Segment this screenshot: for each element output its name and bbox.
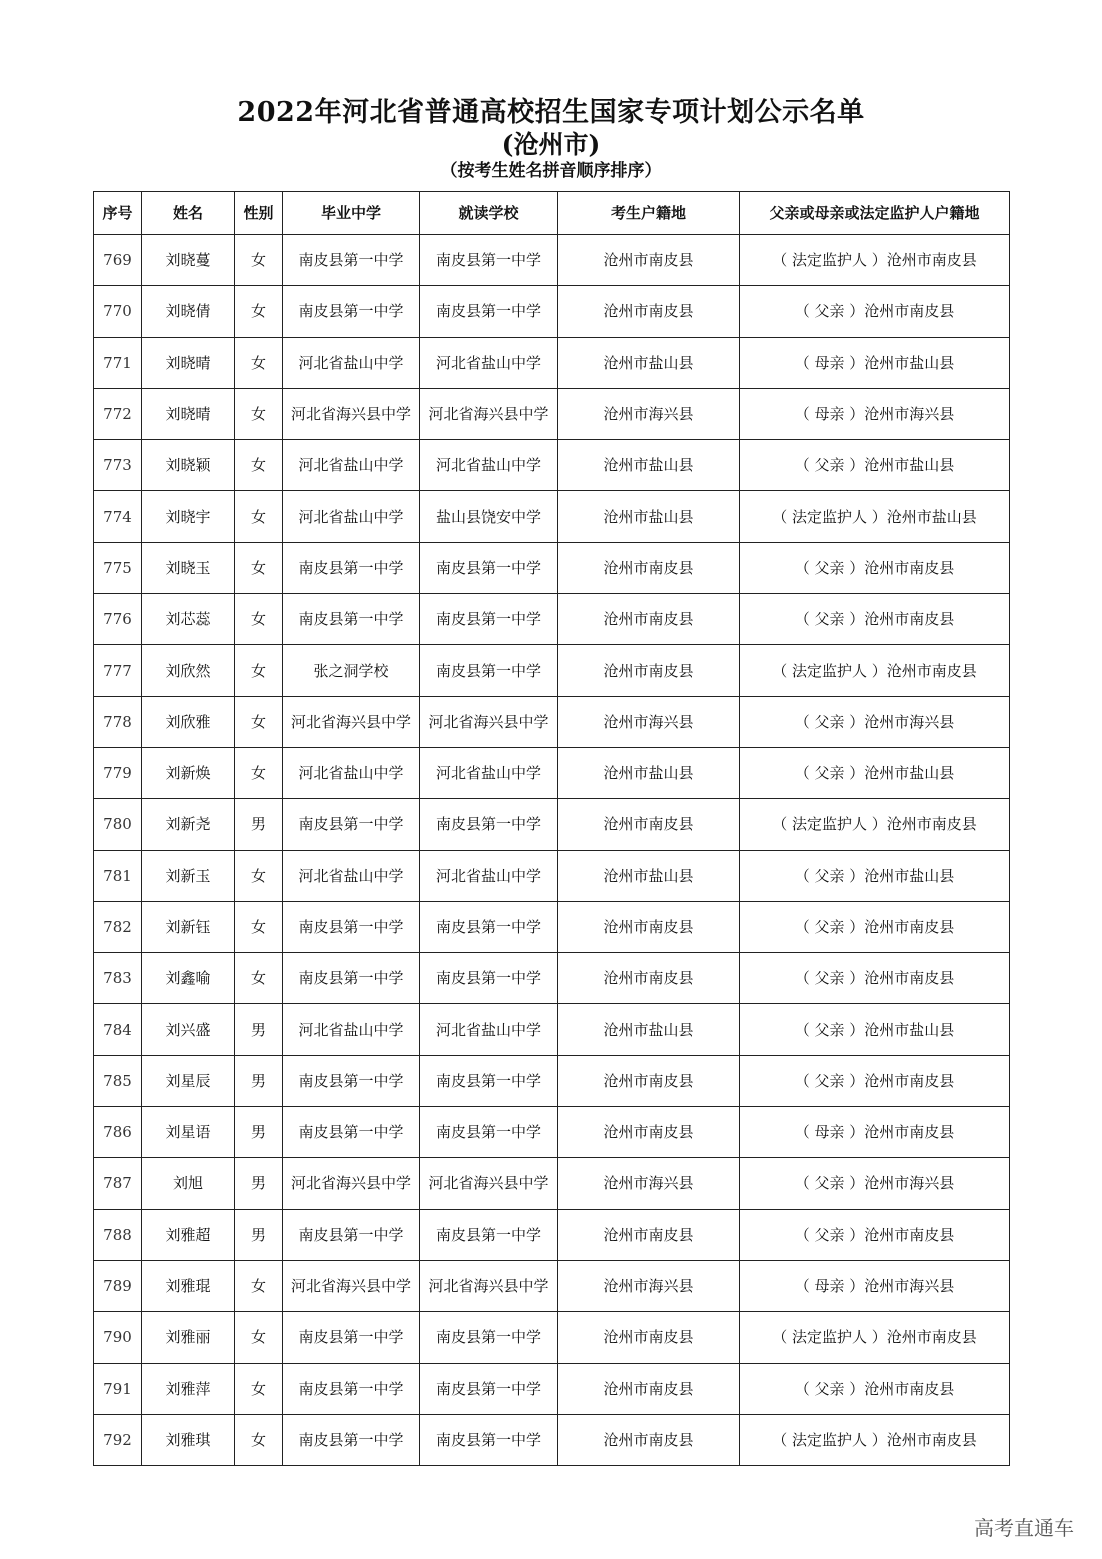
table-row [94, 1209, 1010, 1260]
household-cell: 沧州市盐山县 [558, 747, 740, 798]
current-school-cell: 南皮县第一中学 [420, 1414, 558, 1465]
name-cell: 刘晓宇 [142, 491, 235, 542]
graduated-school-cell: 河北省海兴县中学 [283, 388, 420, 439]
guardian-household-cell: （ 父亲 ）沧州市南皮县 [740, 1363, 1010, 1414]
table-row [94, 388, 1010, 439]
household-cell: 沧州市盐山县 [558, 850, 740, 901]
graduated-school-cell: 河北省盐山中学 [283, 337, 420, 388]
gender-cell: 女 [235, 850, 283, 901]
table-row [94, 542, 1010, 593]
name-cell: 刘晓颖 [142, 440, 235, 491]
gender-cell: 女 [235, 388, 283, 439]
seq-cell: 770 [94, 286, 142, 337]
guardian-household-cell: （ 父亲 ）沧州市南皮县 [740, 594, 1010, 645]
graduated-school-cell: 河北省盐山中学 [283, 1004, 420, 1055]
table-row [94, 491, 1010, 542]
seq-cell: 774 [94, 491, 142, 542]
gender-cell: 女 [235, 747, 283, 798]
guardian-household-cell: （ 父亲 ）沧州市海兴县 [740, 696, 1010, 747]
table-row [94, 850, 1010, 901]
current-school-cell: 南皮县第一中学 [420, 901, 558, 952]
current-school-cell: 南皮县第一中学 [420, 1209, 558, 1260]
household-cell: 沧州市南皮县 [558, 1414, 740, 1465]
current-school-cell: 南皮县第一中学 [420, 542, 558, 593]
table-header-row [94, 192, 1010, 235]
household-cell: 沧州市海兴县 [558, 696, 740, 747]
guardian-household-cell: （ 母亲 ）沧州市盐山县 [740, 337, 1010, 388]
guardian-household-cell: （ 父亲 ）沧州市盐山县 [740, 1004, 1010, 1055]
gender-cell: 女 [235, 696, 283, 747]
gender-cell: 女 [235, 953, 283, 1004]
seq-cell: 784 [94, 1004, 142, 1055]
table-row [94, 747, 1010, 798]
household-cell: 沧州市南皮县 [558, 799, 740, 850]
graduated-school-cell: 河北省盐山中学 [283, 850, 420, 901]
gender-cell: 女 [235, 337, 283, 388]
current-school-cell: 河北省盐山中学 [420, 337, 558, 388]
guardian-household-cell: （ 母亲 ）沧州市南皮县 [740, 1107, 1010, 1158]
graduated-school-cell: 南皮县第一中学 [283, 799, 420, 850]
current-school-cell: 南皮县第一中学 [420, 1107, 558, 1158]
current-school-cell: 河北省盐山中学 [420, 747, 558, 798]
table-row [94, 645, 1010, 696]
name-cell: 刘新玉 [142, 850, 235, 901]
guardian-household-cell: （ 法定监护人 ）沧州市盐山县 [740, 491, 1010, 542]
gender-cell: 女 [235, 286, 283, 337]
graduated-school-cell: 南皮县第一中学 [283, 594, 420, 645]
seq-cell: 778 [94, 696, 142, 747]
header-gender: 性别 [235, 192, 283, 235]
graduated-school-cell: 张之洞学校 [283, 645, 420, 696]
seq-cell: 777 [94, 645, 142, 696]
name-cell: 刘鑫喻 [142, 953, 235, 1004]
header-household: 考生户籍地 [558, 192, 740, 235]
roster-table [93, 191, 1010, 1466]
table-row [94, 1363, 1010, 1414]
sort-note: （按考生姓名拼音顺序排序） [440, 161, 662, 181]
name-cell: 刘旭 [142, 1158, 235, 1209]
graduated-school-cell: 河北省海兴县中学 [283, 1260, 420, 1311]
name-cell: 刘雅丽 [142, 1312, 235, 1363]
seq-cell: 773 [94, 440, 142, 491]
graduated-school-cell: 南皮县第一中学 [283, 901, 420, 952]
seq-cell: 783 [94, 953, 142, 1004]
household-cell: 沧州市南皮县 [558, 1107, 740, 1158]
graduated-school-cell: 南皮县第一中学 [283, 1363, 420, 1414]
guardian-household-cell: （ 法定监护人 ）沧州市南皮县 [740, 799, 1010, 850]
table-row [94, 1107, 1010, 1158]
name-cell: 刘雅琪 [142, 1414, 235, 1465]
name-cell: 刘晓晴 [142, 388, 235, 439]
household-cell: 沧州市南皮县 [558, 235, 740, 286]
household-cell: 沧州市南皮县 [558, 901, 740, 952]
household-cell: 沧州市海兴县 [558, 1260, 740, 1311]
table-row [94, 901, 1010, 952]
household-cell: 沧州市盐山县 [558, 440, 740, 491]
household-cell: 沧州市盐山县 [558, 1004, 740, 1055]
seq-cell: 791 [94, 1363, 142, 1414]
household-cell: 沧州市南皮县 [558, 542, 740, 593]
table-row [94, 1158, 1010, 1209]
household-cell: 沧州市南皮县 [558, 1363, 740, 1414]
current-school-cell: 河北省海兴县中学 [420, 696, 558, 747]
table-row [94, 286, 1010, 337]
name-cell: 刘星语 [142, 1107, 235, 1158]
name-cell: 刘晓晴 [142, 337, 235, 388]
table-row [94, 953, 1010, 1004]
current-school-cell: 盐山县饶安中学 [420, 491, 558, 542]
gender-cell: 女 [235, 1414, 283, 1465]
page-title: 2022年河北省普通高校招生国家专项计划公示名单 [237, 97, 865, 128]
household-cell: 沧州市南皮县 [558, 953, 740, 1004]
gender-cell: 男 [235, 1107, 283, 1158]
current-school-cell: 南皮县第一中学 [420, 594, 558, 645]
seq-cell: 785 [94, 1055, 142, 1106]
name-cell: 刘雅萍 [142, 1363, 235, 1414]
graduated-school-cell: 南皮县第一中学 [283, 1209, 420, 1260]
table-row [94, 440, 1010, 491]
table-row [94, 235, 1010, 286]
household-cell: 沧州市南皮县 [558, 1055, 740, 1106]
current-school-cell: 河北省海兴县中学 [420, 388, 558, 439]
watermark-text: 高考直通车 [974, 1516, 1074, 1540]
gender-cell: 女 [235, 1260, 283, 1311]
name-cell: 刘芯蕊 [142, 594, 235, 645]
name-cell: 刘星辰 [142, 1055, 235, 1106]
name-cell: 刘新焕 [142, 747, 235, 798]
guardian-household-cell: （ 父亲 ）沧州市南皮县 [740, 1055, 1010, 1106]
seq-cell: 792 [94, 1414, 142, 1465]
guardian-household-cell: （ 法定监护人 ）沧州市南皮县 [740, 1312, 1010, 1363]
current-school-cell: 南皮县第一中学 [420, 645, 558, 696]
current-school-cell: 南皮县第一中学 [420, 1312, 558, 1363]
current-school-cell: 河北省盐山中学 [420, 1004, 558, 1055]
current-school-cell: 南皮县第一中学 [420, 1363, 558, 1414]
graduated-school-cell: 南皮县第一中学 [283, 235, 420, 286]
name-cell: 刘兴盛 [142, 1004, 235, 1055]
current-school-cell: 河北省海兴县中学 [420, 1260, 558, 1311]
name-cell: 刘雅琨 [142, 1260, 235, 1311]
graduated-school-cell: 南皮县第一中学 [283, 542, 420, 593]
current-school-cell: 河北省盐山中学 [420, 440, 558, 491]
seq-cell: 771 [94, 337, 142, 388]
name-cell: 刘晓倩 [142, 286, 235, 337]
graduated-school-cell: 南皮县第一中学 [283, 1414, 420, 1465]
header-seq: 序号 [94, 192, 142, 235]
seq-cell: 788 [94, 1209, 142, 1260]
guardian-household-cell: （ 父亲 ）沧州市南皮县 [740, 542, 1010, 593]
gender-cell: 女 [235, 235, 283, 286]
current-school-cell: 南皮县第一中学 [420, 799, 558, 850]
household-cell: 沧州市南皮县 [558, 1312, 740, 1363]
gender-cell: 男 [235, 1004, 283, 1055]
table-row [94, 799, 1010, 850]
header-name: 姓名 [142, 192, 235, 235]
current-school-cell: 南皮县第一中学 [420, 1055, 558, 1106]
guardian-household-cell: （ 父亲 ）沧州市盐山县 [740, 850, 1010, 901]
name-cell: 刘欣然 [142, 645, 235, 696]
gender-cell: 女 [235, 594, 283, 645]
current-school-cell: 河北省海兴县中学 [420, 1158, 558, 1209]
seq-cell: 789 [94, 1260, 142, 1311]
table-row [94, 1004, 1010, 1055]
household-cell: 沧州市南皮县 [558, 286, 740, 337]
seq-cell: 790 [94, 1312, 142, 1363]
current-school-cell: 南皮县第一中学 [420, 286, 558, 337]
name-cell: 刘新尧 [142, 799, 235, 850]
graduated-school-cell: 河北省盐山中学 [283, 440, 420, 491]
current-school-cell: 南皮县第一中学 [420, 953, 558, 1004]
guardian-household-cell: （ 母亲 ）沧州市海兴县 [740, 1260, 1010, 1311]
header-guardian-household: 父亲或母亲或法定监护人户籍地 [740, 192, 1010, 235]
graduated-school-cell: 南皮县第一中学 [283, 1107, 420, 1158]
gender-cell: 女 [235, 901, 283, 952]
guardian-household-cell: （ 法定监护人 ）沧州市南皮县 [740, 1414, 1010, 1465]
guardian-household-cell: （ 父亲 ）沧州市南皮县 [740, 1209, 1010, 1260]
gender-cell: 男 [235, 1209, 283, 1260]
guardian-household-cell: （ 父亲 ）沧州市南皮县 [740, 953, 1010, 1004]
header-current-school: 就读学校 [420, 192, 558, 235]
gender-cell: 女 [235, 645, 283, 696]
graduated-school-cell: 南皮县第一中学 [283, 1055, 420, 1106]
name-cell: 刘雅超 [142, 1209, 235, 1260]
table-row [94, 1260, 1010, 1311]
current-school-cell: 南皮县第一中学 [420, 235, 558, 286]
table-row [94, 337, 1010, 388]
page-subtitle: (沧州市) [501, 130, 601, 159]
current-school-cell: 河北省盐山中学 [420, 850, 558, 901]
guardian-household-cell: （ 法定监护人 ）沧州市南皮县 [740, 645, 1010, 696]
graduated-school-cell: 河北省盐山中学 [283, 491, 420, 542]
table-row [94, 1312, 1010, 1363]
household-cell: 沧州市海兴县 [558, 388, 740, 439]
seq-cell: 779 [94, 747, 142, 798]
name-cell: 刘晓蔓 [142, 235, 235, 286]
household-cell: 沧州市南皮县 [558, 594, 740, 645]
graduated-school-cell: 河北省海兴县中学 [283, 696, 420, 747]
seq-cell: 776 [94, 594, 142, 645]
gender-cell: 女 [235, 491, 283, 542]
gender-cell: 女 [235, 1312, 283, 1363]
gender-cell: 男 [235, 799, 283, 850]
gender-cell: 女 [235, 542, 283, 593]
seq-cell: 787 [94, 1158, 142, 1209]
table-row [94, 1055, 1010, 1106]
name-cell: 刘晓玉 [142, 542, 235, 593]
seq-cell: 769 [94, 235, 142, 286]
name-cell: 刘新钰 [142, 901, 235, 952]
guardian-household-cell: （ 父亲 ）沧州市盐山县 [740, 440, 1010, 491]
graduated-school-cell: 南皮县第一中学 [283, 1312, 420, 1363]
seq-cell: 781 [94, 850, 142, 901]
gender-cell: 女 [235, 440, 283, 491]
guardian-household-cell: （ 法定监护人 ）沧州市南皮县 [740, 235, 1010, 286]
household-cell: 沧州市盐山县 [558, 337, 740, 388]
guardian-household-cell: （ 父亲 ）沧州市盐山县 [740, 747, 1010, 798]
seq-cell: 782 [94, 901, 142, 952]
household-cell: 沧州市南皮县 [558, 645, 740, 696]
household-cell: 沧州市南皮县 [558, 1209, 740, 1260]
graduated-school-cell: 河北省盐山中学 [283, 747, 420, 798]
gender-cell: 男 [235, 1055, 283, 1106]
table-row [94, 1414, 1010, 1465]
household-cell: 沧州市盐山县 [558, 491, 740, 542]
seq-cell: 786 [94, 1107, 142, 1158]
graduated-school-cell: 河北省海兴县中学 [283, 1158, 420, 1209]
seq-cell: 775 [94, 542, 142, 593]
seq-cell: 780 [94, 799, 142, 850]
table-row [94, 594, 1010, 645]
gender-cell: 男 [235, 1158, 283, 1209]
guardian-household-cell: （ 父亲 ）沧州市南皮县 [740, 286, 1010, 337]
household-cell: 沧州市海兴县 [558, 1158, 740, 1209]
guardian-household-cell: （ 母亲 ）沧州市海兴县 [740, 388, 1010, 439]
gender-cell: 女 [235, 1363, 283, 1414]
graduated-school-cell: 南皮县第一中学 [283, 286, 420, 337]
graduated-school-cell: 南皮县第一中学 [283, 953, 420, 1004]
guardian-household-cell: （ 父亲 ）沧州市南皮县 [740, 901, 1010, 952]
header-graduated-school: 毕业中学 [283, 192, 420, 235]
name-cell: 刘欣雅 [142, 696, 235, 747]
guardian-household-cell: （ 父亲 ）沧州市海兴县 [740, 1158, 1010, 1209]
table-row [94, 696, 1010, 747]
seq-cell: 772 [94, 388, 142, 439]
